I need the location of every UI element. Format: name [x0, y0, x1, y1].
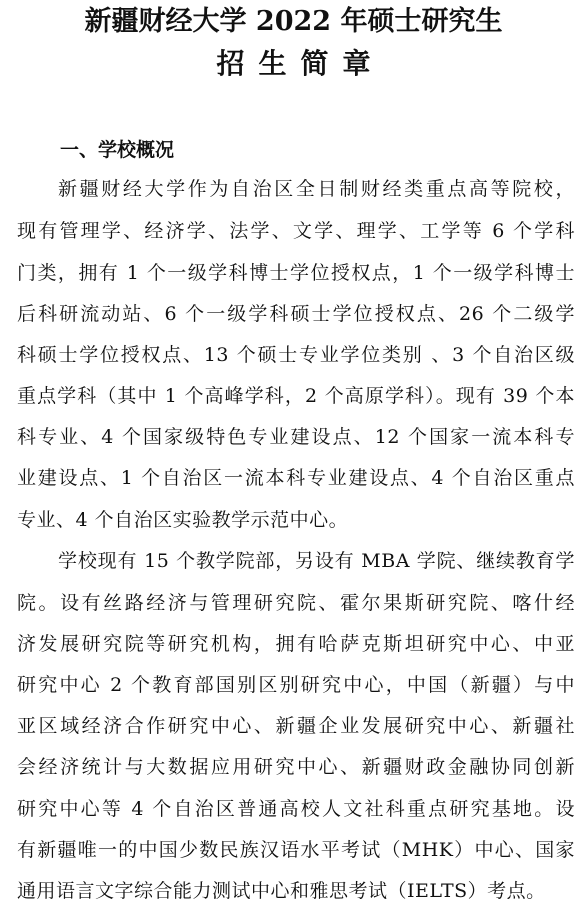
- paragraph-2-line: 亚区域经济合作研究中心、新疆企业发展研究中心、新疆社: [17, 715, 575, 737]
- paragraph-2-line: 通用语言文字综合能力测试中心和雅思考试（IELTS）考点。: [17, 880, 546, 902]
- paragraph-2-line: 会经济统计与大数据应用研究中心、新疆财政金融协同创新: [17, 756, 575, 778]
- paragraph-1-line: 科专业、4 个国家级特色专业建设点、12 个国家一流本科专: [17, 426, 575, 448]
- paragraph-1-line: 重点学科（其中 1 个高峰学科，2 个高原学科）。现有 39 个本: [17, 385, 575, 407]
- paragraph-1-line: 业建设点、1 个自治区一流本科专业建设点、4 个自治区重点: [17, 467, 575, 489]
- section-heading-school-overview: 一、学校概况: [60, 139, 175, 161]
- document-subtitle: 招生简章: [216, 47, 385, 80]
- paragraph-1-line: 专业、4 个自治区实验教学示范中心。: [17, 509, 349, 531]
- paragraph-1-line: 门类，拥有 1 个一级学科博士学位授权点，1 个一级学科博士: [17, 262, 575, 284]
- paragraph-1-line: 新疆财经大学作为自治区全日制财经类重点高等院校，: [58, 178, 575, 200]
- document-title: 新疆财经大学 2022 年硕士研究生: [84, 6, 503, 37]
- paragraph-1-line: 现有管理学、经济学、法学、文学、理学、工学等 6 个学科: [17, 220, 575, 242]
- paragraph-2-line: 学校现有 15 个教学院部，另设有 MBA 学院、继续教育学: [58, 550, 575, 572]
- paragraph-1-line: 科硕士学位授权点、13 个硕士专业学位类别 、3 个自治区级: [17, 344, 575, 366]
- paragraph-2-line: 院。设有丝路经济与管理研究院、霍尔果斯研究院、喀什经: [17, 592, 575, 614]
- paragraph-2-line: 研究中心等 4 个自治区普通高校人文社科重点研究基地。设: [17, 798, 575, 820]
- paragraph-1-line: 后科研流动站、6 个一级学科硕士学位授权点、26 个二级学: [17, 303, 575, 325]
- paragraph-2-line: 研究中心 2 个教育部国别区别研究中心，中国（新疆）与中: [17, 674, 575, 696]
- paragraph-2-line: 济发展研究院等研究机构，拥有哈萨克斯坦研究中心、中亚: [17, 633, 575, 655]
- paragraph-2-line: 有新疆唯一的中国少数民族汉语水平考试（MHK）中心、国家: [17, 839, 575, 861]
